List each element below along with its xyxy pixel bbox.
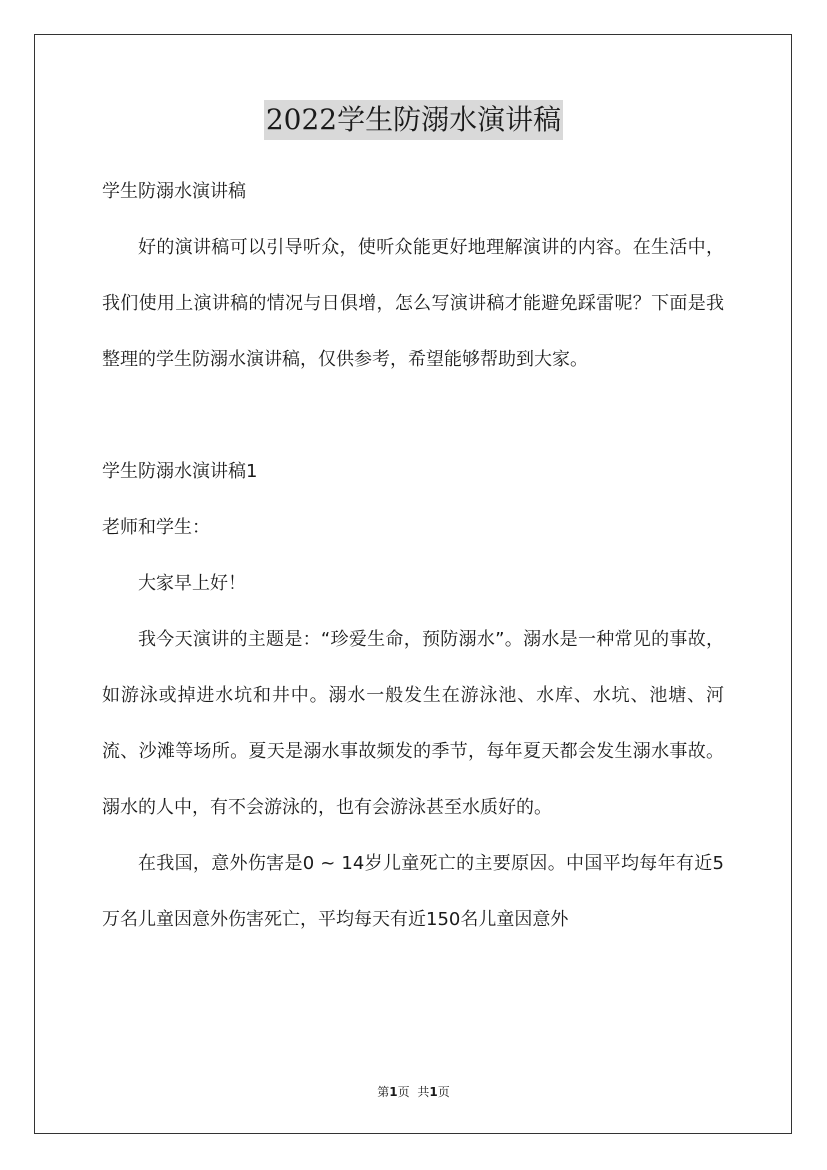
page-suffix: 页 [397,1085,410,1099]
page-prefix: 第 [377,1085,390,1099]
greeting: 大家早上好！ [138,573,246,594]
body-paragraph-1: 我今天演讲的主题是：“珍爱生命，预防溺水”。溺水是一种常见的事故，如游泳或掉进水坑和井中。溺水一般发生在游泳池、水库、水坑、池塘、河流、沙滩等场所。夏天是溺水事故频发的季节，每年夏天都会发生溺水事故。溺水的人中，有不会游泳的，也有会游泳甚至水质好的。 [102,629,724,818]
intro-paragraph: 好的演讲稿可以引导听众，使听众能更好地理解演讲的内容。在生活中，我们使用上演讲稿的情况与日俱增，怎么写演讲稿才能避免踩雷呢？下面是我整理的学生防溺水演讲稿，仅供参考，希望能够帮助到大家。 [102,237,724,370]
page-number: 1 [389,1085,398,1099]
document-title: 2022学生防溺水演讲稿 [264,100,563,140]
blank-line [102,388,724,444]
title-container [0,100,827,140]
total-prefix: 共 [417,1085,430,1099]
total-pages: 1 [429,1085,438,1099]
subtitle: 学生防溺水演讲稿 [102,181,246,202]
total-suffix: 页 [437,1085,450,1099]
section-title: 学生防溺水演讲稿1 [102,461,258,482]
document-body [102,164,724,948]
salutation: 老师和学生： [102,517,210,538]
body-paragraph-2: 在我国，意外伤害是0 ~ 14岁儿童死亡的主要原因。中国平均每年有近5万名儿童因意外伤害死亡，平均每天有近150名儿童因意外 [102,853,724,930]
page-footer [0,1083,827,1101]
